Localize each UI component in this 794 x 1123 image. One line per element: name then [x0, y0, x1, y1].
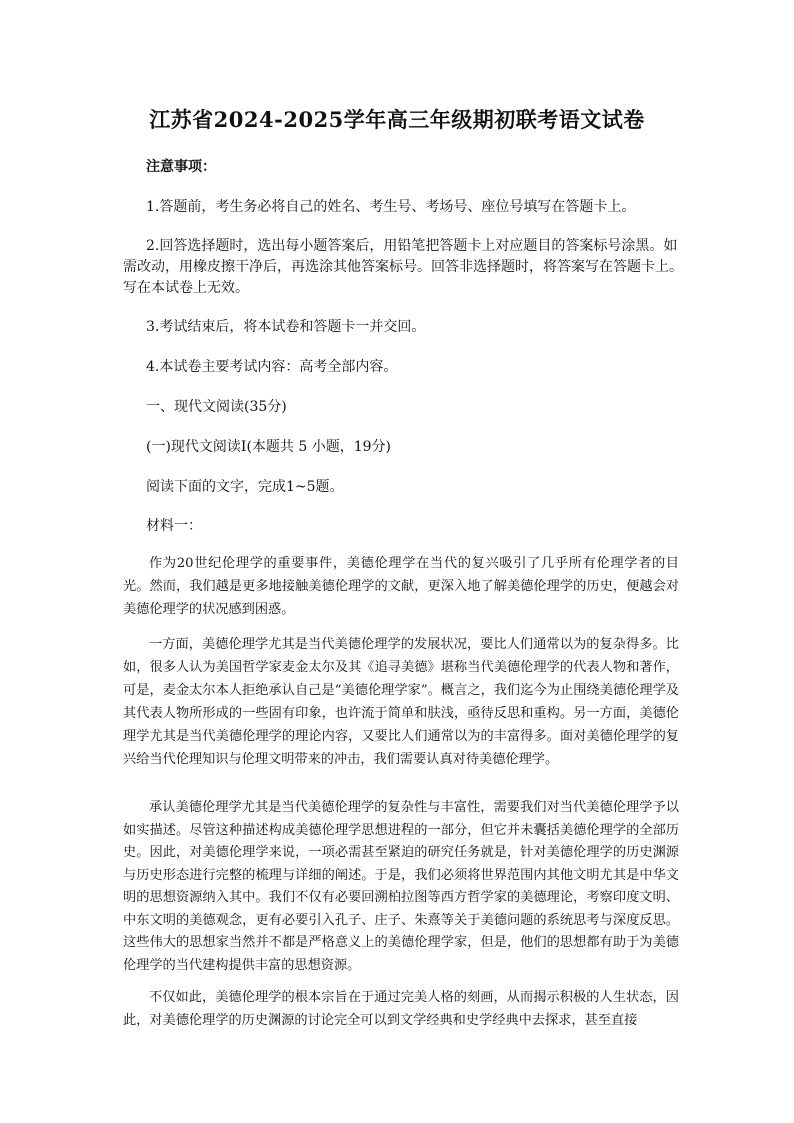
notice-item-3: 3.考试结束后，将本试卷和答题卡一并交回。	[146, 319, 426, 335]
page-title: 江苏省2024-2025学年高三年级期初联考语文试卷	[149, 107, 645, 132]
reading-instruction: 阅读下面的文字，完成1~5题。	[146, 479, 344, 495]
paragraph-4: 不仅如此，美德伦理学的根本宗旨在于通过完美人格的刻画，从而揭示积极的人生状态，因此，对美德伦理学的历史渊源的讨论完全可以到文学经典和史学经典中去探求，甚至直接	[123, 990, 679, 1028]
paragraph-3: 承认美德伦理学尤其是当代美德伦理学的复杂性与丰富性，需要我们对当代美德伦理学予以如实描述。尽管这种描述构成美德伦理学思想进程的一部分，但它并未囊括美德伦理学的全部历史。因此，对美德伦理学来说，一项必需甚至紧迫的研究任务就是，针对美德伦理学的历史渊源与历史形态进行完整的梳理与详细的阐述。于是，我们必须将世界范围内其他文明尤其是中华文明的思想资源纳入其中。我们不仅有必要回溯柏拉图等西方哲学家的美德理论，考察印度文明、中东文明的美德观念，更有必要引入孔子、庄子、朱熹等关于美德问题的系统思考与深度反思。这些伟大的思想家当然并不都是严格意义上的美德伦理学家，但是，他们的思想都有助于为美德伦理学的当代建构提供丰富的思想资源。	[123, 800, 679, 973]
notice-item-2: 2.回答选择题时，选出每小题答案后，用铅笔把答题卡上对应题目的答案标号涂黑。如需改动，用橡皮擦干净后，再选涂其他答案标号。回答非选择题时，将答案写在答题卡上。写在本试卷上无效。	[123, 238, 683, 296]
paragraph-2: 一方面，美德伦理学尤其是当代美德伦理学的发展状况，要比人们通常以为的复杂得多。比如，很多人认为美国哲学家麦金太尔及其《追寻美德》堪称当代美德伦理学的代表人物和著作，可是，麦金太尔本人拒绝承认自己是“美德伦理学家”。概言之，我们迄今为止围绕美德伦理学及其代表人物所形成的一些固有印象，也许流于简单和肤浅，亟待反思和重构。另一方面，美德伦理学尤其是当代美德伦理学的理论内容，又要比人们通常以为的丰富得多。面对美德伦理学的复兴给当代伦理知识与伦理文明带来的冲击，我们需要认真对待美德伦理学。	[123, 637, 679, 767]
section-heading: 一、现代文阅读(35分)	[146, 399, 287, 415]
notice-item-1: 1.答题前，考生务必将自己的姓名、考生号、考场号、座位号填写在答题卡上。	[146, 199, 636, 215]
notice-item-4: 4.本试卷主要考试内容：高考全部内容。	[146, 359, 398, 375]
notice-heading: 注意事项：	[146, 159, 216, 175]
paragraph-1: 作为20世纪伦理学的重要事件，美德伦理学在当代的复兴吸引了几乎所有伦理学者的目光。然而，我们越是更多地接触美德伦理学的文献，更深入地了解美德伦理学的历史，便越会对美德伦理学的状况感到困惑。	[123, 556, 679, 617]
subsection-heading: (一)现代文阅读Ⅰ(本题共 5 小题，19分)	[146, 439, 391, 455]
material-label: 材料一：	[146, 518, 202, 534]
